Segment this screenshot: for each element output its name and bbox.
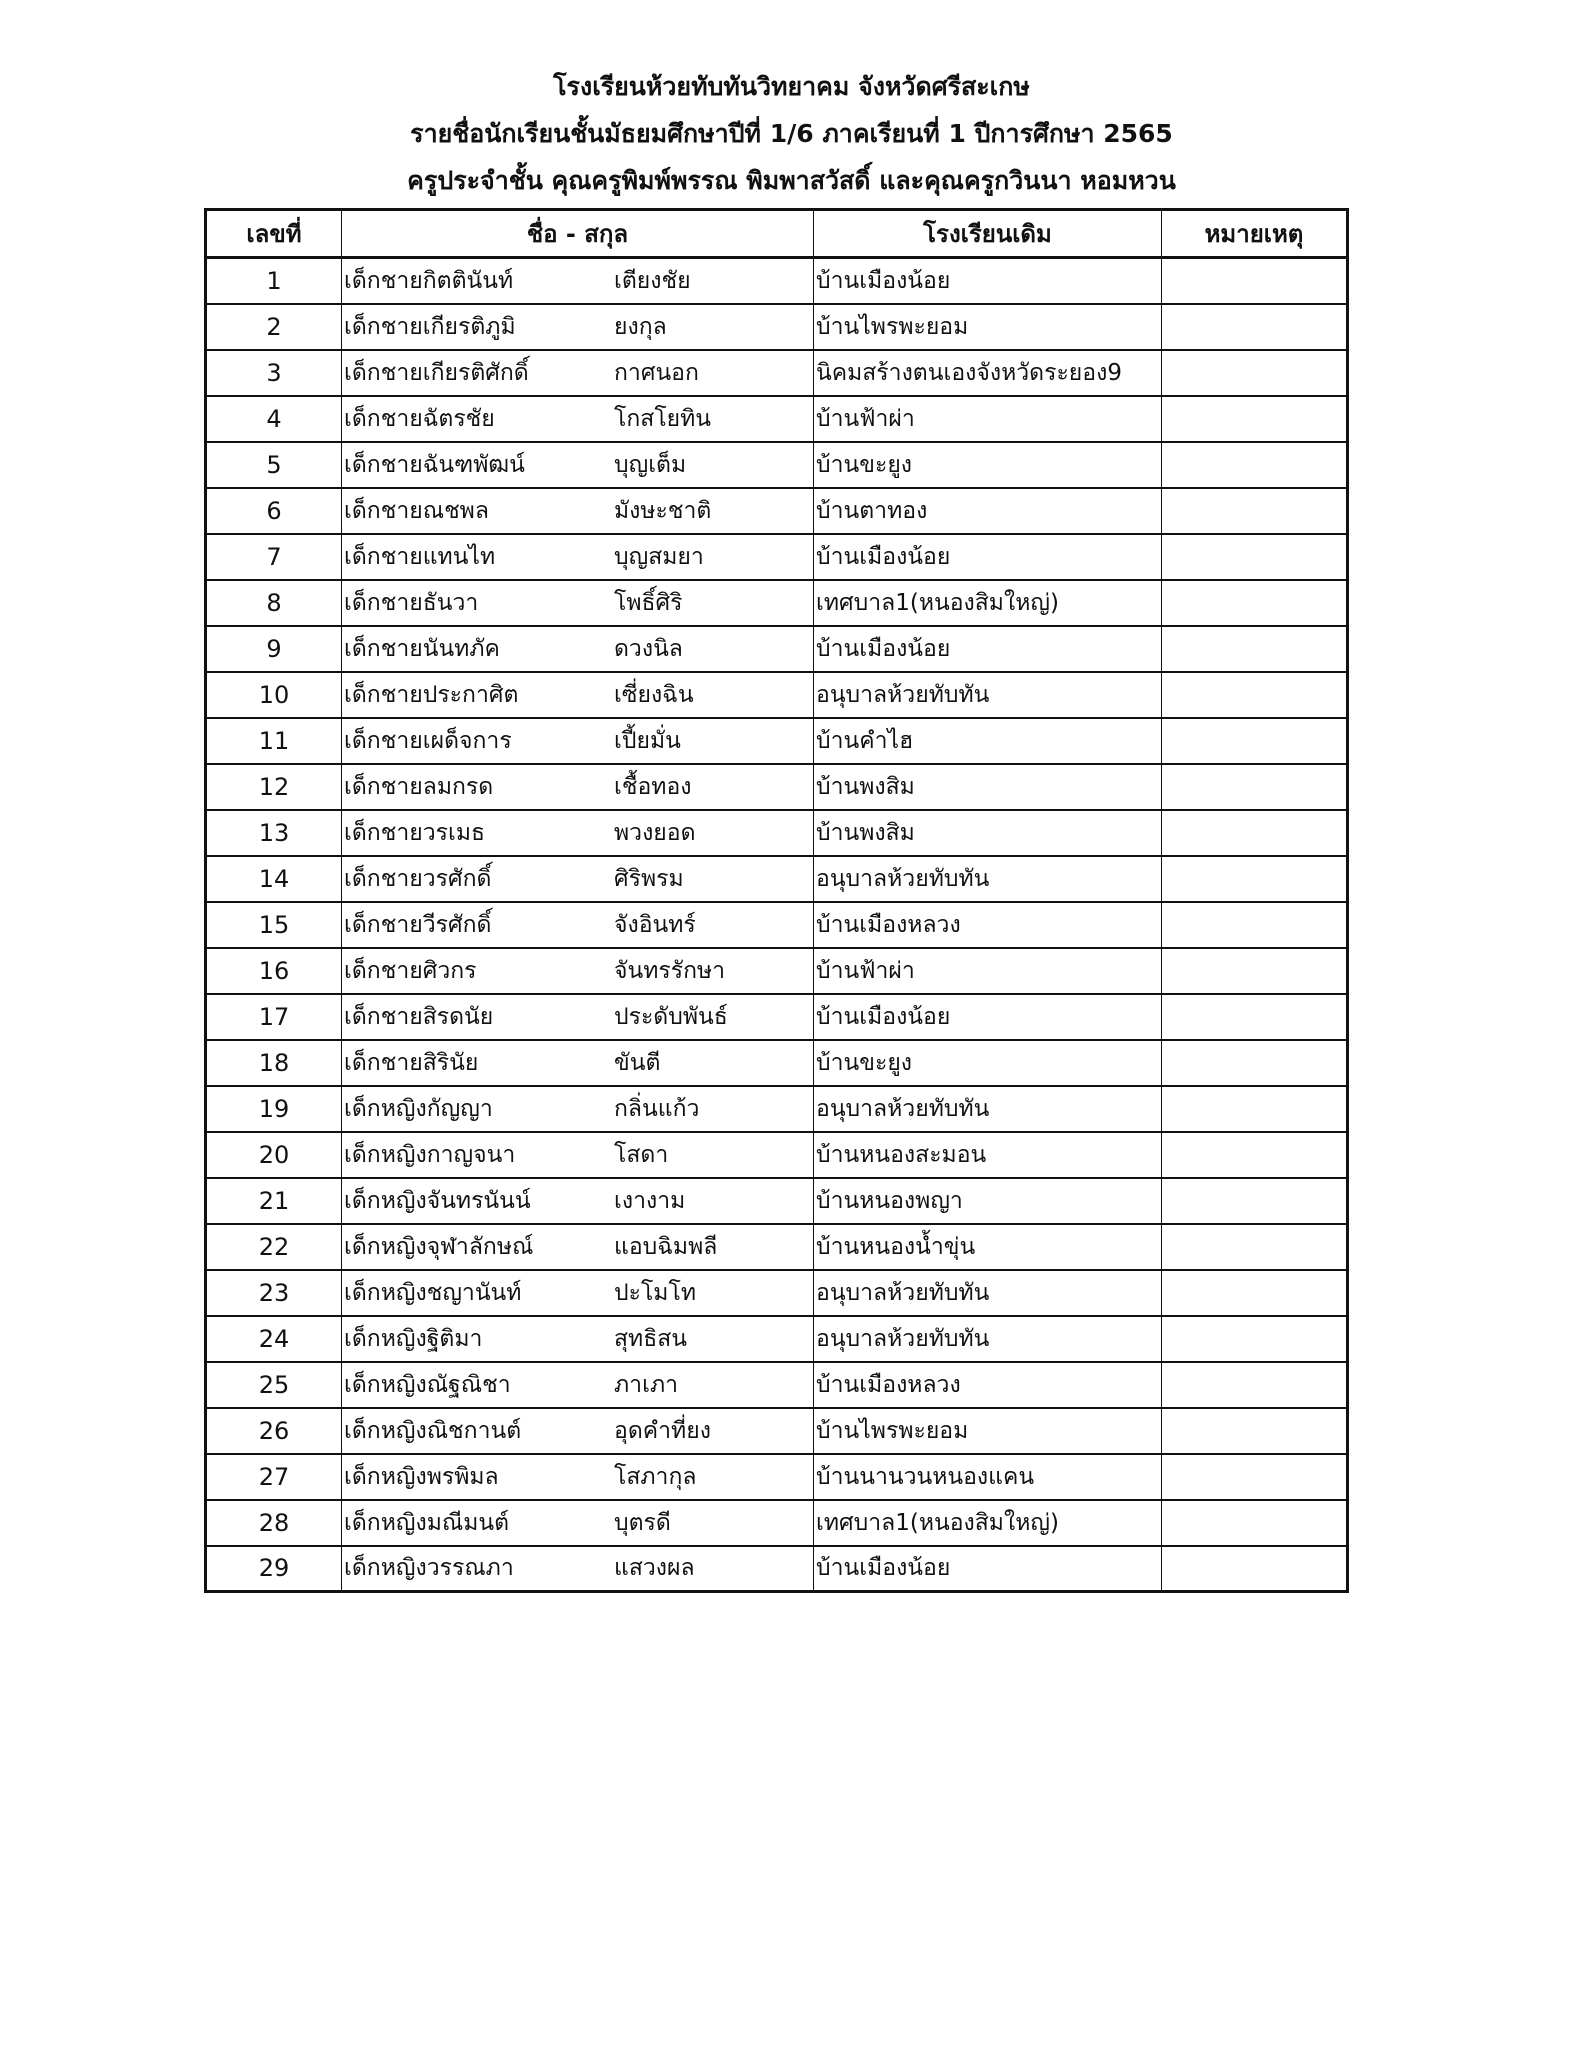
student-first-name: เด็กชายฉัตรชัย (344, 405, 495, 432)
student-name-cell (342, 672, 814, 718)
table-row (206, 1086, 1348, 1132)
previous-school: บ้านหนองสะมอน (814, 1132, 1162, 1178)
table-row (206, 626, 1348, 672)
remarks (1162, 488, 1348, 534)
previous-school: อนุบาลห้วยทับทัน (814, 672, 1162, 718)
student-last-name: พวงยอด (614, 819, 696, 846)
previous-school: บ้านพงสิม (814, 764, 1162, 810)
table-row (206, 1316, 1348, 1362)
previous-school: บ้านเมืองน้อย (814, 1546, 1162, 1592)
student-last-name: ภาเภา (614, 1371, 679, 1398)
student-first-name: เด็กหญิงวรรณภา (344, 1555, 514, 1582)
table-row (206, 488, 1348, 534)
student-name-cell (342, 764, 814, 810)
student-name-cell (342, 442, 814, 488)
student-name-cell (342, 488, 814, 534)
student-first-name: เด็กหญิงมณีมนต์ (344, 1509, 510, 1536)
student-name-cell (342, 1270, 814, 1316)
student-last-name: เปี้ยมั่น (614, 727, 681, 754)
student-name-cell (342, 396, 814, 442)
remarks (1162, 1040, 1348, 1086)
student-number: 3 (206, 350, 342, 396)
student-last-name: โสภากุล (614, 1463, 697, 1490)
remarks (1162, 1362, 1348, 1408)
student-first-name: เด็กชายเผด็จการ (344, 727, 512, 754)
table-row (206, 580, 1348, 626)
table-row (206, 764, 1348, 810)
previous-school: บ้านหนองพญา (814, 1178, 1162, 1224)
table-row (206, 304, 1348, 350)
table-row (206, 1178, 1348, 1224)
previous-school: นิคมสร้างตนเองจังหวัดระยอง9 (814, 350, 1162, 396)
student-last-name: ศิริพรม (614, 865, 684, 892)
column-header-remarks: หมายเหตุ (1162, 210, 1348, 258)
table-row (206, 1408, 1348, 1454)
student-number: 10 (206, 672, 342, 718)
remarks (1162, 1500, 1348, 1546)
previous-school: บ้านฟ้าผ่า (814, 396, 1162, 442)
student-name-cell (342, 994, 814, 1040)
student-number: 11 (206, 718, 342, 764)
student-first-name: เด็กชายเกียรติภูมิ (344, 313, 516, 340)
remarks (1162, 718, 1348, 764)
student-name-cell (342, 856, 814, 902)
previous-school: บ้านฟ้าผ่า (814, 948, 1162, 994)
student-last-name: บุญสมยา (614, 543, 704, 570)
student-number: 29 (206, 1546, 342, 1592)
previous-school: บ้านเมืองน้อย (814, 626, 1162, 672)
student-name-cell (342, 718, 814, 764)
student-last-name: เงางาม (614, 1187, 686, 1214)
remarks (1162, 1270, 1348, 1316)
student-name-cell (342, 258, 814, 304)
student-name-cell (342, 948, 814, 994)
student-first-name: เด็กชายเกียรติศักดิ์ (344, 359, 529, 386)
student-name-cell (342, 1040, 814, 1086)
student-last-name: ขันตี (614, 1049, 661, 1076)
previous-school: อนุบาลห้วยทับทัน (814, 1086, 1162, 1132)
table-row (206, 1132, 1348, 1178)
student-last-name: มังษะชาติ (614, 497, 712, 524)
remarks (1162, 672, 1348, 718)
remarks (1162, 994, 1348, 1040)
student-number: 18 (206, 1040, 342, 1086)
student-first-name: เด็กหญิงณัฐณิชา (344, 1371, 511, 1398)
previous-school: บ้านเมืองหลวง (814, 902, 1162, 948)
student-first-name: เด็กชายประกาศิต (344, 681, 519, 708)
previous-school: เทศบาล1(หนองสิมใหญ่) (814, 1500, 1162, 1546)
student-name-cell (342, 1500, 814, 1546)
previous-school: อนุบาลห้วยทับทัน (814, 856, 1162, 902)
student-last-name: โสดา (614, 1141, 669, 1168)
table-row (206, 258, 1348, 304)
student-first-name: เด็กชายวีรศักดิ์ (344, 911, 492, 938)
student-number: 4 (206, 396, 342, 442)
student-last-name: จังอินทร์ (614, 911, 696, 938)
remarks (1162, 1408, 1348, 1454)
table-row (206, 1270, 1348, 1316)
student-number: 5 (206, 442, 342, 488)
previous-school: บ้านนานวนหนองแคน (814, 1454, 1162, 1500)
student-name-cell (342, 810, 814, 856)
student-first-name: เด็กชายแทนไท (344, 543, 496, 570)
previous-school: บ้านเมืองน้อย (814, 994, 1162, 1040)
previous-school: เทศบาล1(หนองสิมใหญ่) (814, 580, 1162, 626)
homeroom-teachers: ครูประจำชั้น คุณครูพิมพ์พรรณ พิมพาสวัสดิ์ และคุณครูกวินนา หอมหวน (407, 166, 1176, 195)
student-first-name: เด็กหญิงกาญจนา (344, 1141, 516, 1168)
student-name-cell (342, 304, 814, 350)
student-last-name: ดวงนิล (614, 635, 683, 662)
student-name-cell (342, 1546, 814, 1592)
remarks (1162, 258, 1348, 304)
table-row (206, 396, 1348, 442)
table-row (206, 672, 1348, 718)
student-last-name: โกสโยทิน (614, 405, 712, 432)
student-last-name: กลิ่นแก้ว (614, 1095, 700, 1122)
student-roster-table (204, 208, 1349, 1593)
student-last-name: เซี่ยงฉิน (614, 681, 694, 708)
table-row (206, 994, 1348, 1040)
student-number: 7 (206, 534, 342, 580)
student-number: 12 (206, 764, 342, 810)
student-first-name: เด็กชายวรเมธ (344, 819, 486, 846)
previous-school: บ้านขะยูง (814, 442, 1162, 488)
student-number: 21 (206, 1178, 342, 1224)
student-number: 2 (206, 304, 342, 350)
table-row (206, 1546, 1348, 1592)
student-first-name: เด็กชายวรศักดิ์ (344, 865, 492, 892)
student-number: 23 (206, 1270, 342, 1316)
remarks (1162, 1546, 1348, 1592)
student-number: 25 (206, 1362, 342, 1408)
student-number: 8 (206, 580, 342, 626)
previous-school: บ้านเมืองน้อย (814, 534, 1162, 580)
table-row (206, 856, 1348, 902)
remarks (1162, 580, 1348, 626)
remarks (1162, 1132, 1348, 1178)
student-last-name: เชื้อทอง (614, 773, 692, 800)
student-name-cell (342, 1086, 814, 1132)
remarks (1162, 1178, 1348, 1224)
student-number: 13 (206, 810, 342, 856)
table-row (206, 948, 1348, 994)
student-name-cell (342, 902, 814, 948)
student-number: 1 (206, 258, 342, 304)
remarks (1162, 764, 1348, 810)
column-header-name: ชื่อ - สกุล (342, 210, 814, 258)
table-row (206, 902, 1348, 948)
remarks (1162, 534, 1348, 580)
remarks (1162, 626, 1348, 672)
student-name-cell (342, 1408, 814, 1454)
column-header-number: เลขที่ (206, 210, 342, 258)
student-first-name: เด็กชายสิรดนัย (344, 1003, 494, 1030)
student-number: 22 (206, 1224, 342, 1270)
previous-school: บ้านเมืองหลวง (814, 1362, 1162, 1408)
previous-school: บ้านตาทอง (814, 488, 1162, 534)
student-last-name: จันทรรักษา (614, 957, 726, 984)
student-name-cell (342, 1316, 814, 1362)
student-last-name: แอบฉิมพลี (614, 1233, 718, 1260)
student-name-cell (342, 534, 814, 580)
student-first-name: เด็กหญิงจันทรนันน์ (344, 1187, 531, 1214)
table-header-row (206, 210, 1348, 258)
student-first-name: เด็กหญิงพรพิมล (344, 1463, 499, 1490)
student-first-name: เด็กชายฉันฑพัฒน์ (344, 451, 525, 478)
student-number: 19 (206, 1086, 342, 1132)
previous-school: บ้านขะยูง (814, 1040, 1162, 1086)
student-last-name: ปะโมโท (614, 1279, 696, 1306)
remarks (1162, 1224, 1348, 1270)
student-first-name: เด็กหญิงฐิติมา (344, 1325, 483, 1352)
student-name-cell (342, 1454, 814, 1500)
table-row (206, 442, 1348, 488)
student-first-name: เด็กหญิงจุฬาลักษณ์ (344, 1233, 534, 1260)
student-first-name: เด็กชายนันทภัค (344, 635, 500, 662)
student-first-name: เด็กชายณชพล (344, 497, 489, 524)
student-first-name: เด็กชายศิวกร (344, 957, 477, 984)
student-first-name: เด็กชายลมกรด (344, 773, 494, 800)
student-first-name: เด็กหญิงกัญญา (344, 1095, 493, 1122)
remarks (1162, 856, 1348, 902)
remarks (1162, 396, 1348, 442)
table-row (206, 810, 1348, 856)
table-row (206, 1040, 1348, 1086)
student-name-cell (342, 580, 814, 626)
student-last-name: บุญเต็ม (614, 451, 687, 478)
student-number: 26 (206, 1408, 342, 1454)
table-row (206, 1454, 1348, 1500)
roster-title: รายชื่อนักเรียนชั้นมัธยมศึกษาปีที่ 1/6 ภาคเรียนที่ 1 ปีการศึกษา 2565 (410, 119, 1173, 148)
student-number: 15 (206, 902, 342, 948)
student-last-name: แสวงผล (614, 1555, 695, 1582)
student-number: 14 (206, 856, 342, 902)
student-number: 9 (206, 626, 342, 672)
remarks (1162, 350, 1348, 396)
previous-school: บ้านเมืองน้อย (814, 258, 1162, 304)
student-last-name: บุตรดี (614, 1509, 671, 1536)
remarks (1162, 948, 1348, 994)
previous-school: บ้านคำไฮ (814, 718, 1162, 764)
table-row (206, 1362, 1348, 1408)
student-first-name: เด็กชายธันวา (344, 589, 479, 616)
previous-school: บ้านไพรพะยอม (814, 304, 1162, 350)
student-last-name: สุทธิสน (614, 1325, 687, 1352)
table-row (206, 350, 1348, 396)
remarks (1162, 1086, 1348, 1132)
student-number: 16 (206, 948, 342, 994)
previous-school: อนุบาลห้วยทับทัน (814, 1316, 1162, 1362)
remarks (1162, 304, 1348, 350)
previous-school: บ้านหนองน้ำขุ่น (814, 1224, 1162, 1270)
remarks (1162, 442, 1348, 488)
table-row (206, 534, 1348, 580)
student-name-cell (342, 1362, 814, 1408)
student-name-cell (342, 350, 814, 396)
previous-school: บ้านไพรพะยอม (814, 1408, 1162, 1454)
student-last-name: ยงกุล (614, 313, 667, 340)
table-row (206, 1224, 1348, 1270)
student-number: 17 (206, 994, 342, 1040)
student-name-cell (342, 1132, 814, 1178)
previous-school: อนุบาลห้วยทับทัน (814, 1270, 1162, 1316)
remarks (1162, 902, 1348, 948)
student-name-cell (342, 1178, 814, 1224)
student-last-name: เตียงชัย (614, 267, 691, 294)
student-number: 28 (206, 1500, 342, 1546)
column-header-previous-school: โรงเรียนเดิม (814, 210, 1162, 258)
student-first-name: เด็กชายกิตตินันท์ (344, 267, 514, 294)
student-last-name: ประดับพันธ์ (614, 1003, 728, 1030)
table-row (206, 1500, 1348, 1546)
student-name-cell (342, 626, 814, 672)
student-number: 24 (206, 1316, 342, 1362)
student-first-name: เด็กชายสิรินัย (344, 1049, 479, 1076)
roster-body (206, 258, 1348, 1592)
remarks (1162, 1316, 1348, 1362)
student-first-name: เด็กหญิงชญานันท์ (344, 1279, 522, 1306)
previous-school: บ้านพงสิม (814, 810, 1162, 856)
student-number: 6 (206, 488, 342, 534)
table-row (206, 718, 1348, 764)
student-name-cell (342, 1224, 814, 1270)
student-last-name: อุดคำที่ยง (614, 1417, 711, 1444)
student-number: 20 (206, 1132, 342, 1178)
school-title: โรงเรียนห้วยทับทันวิทยาคม จังหวัดศรีสะเกษ (553, 72, 1030, 101)
remarks (1162, 1454, 1348, 1500)
student-first-name: เด็กหญิงณิชกานต์ (344, 1417, 522, 1444)
student-last-name: กาศนอก (614, 359, 699, 386)
student-number: 27 (206, 1454, 342, 1500)
remarks (1162, 810, 1348, 856)
student-last-name: โพธิ์ศิริ (614, 589, 683, 616)
